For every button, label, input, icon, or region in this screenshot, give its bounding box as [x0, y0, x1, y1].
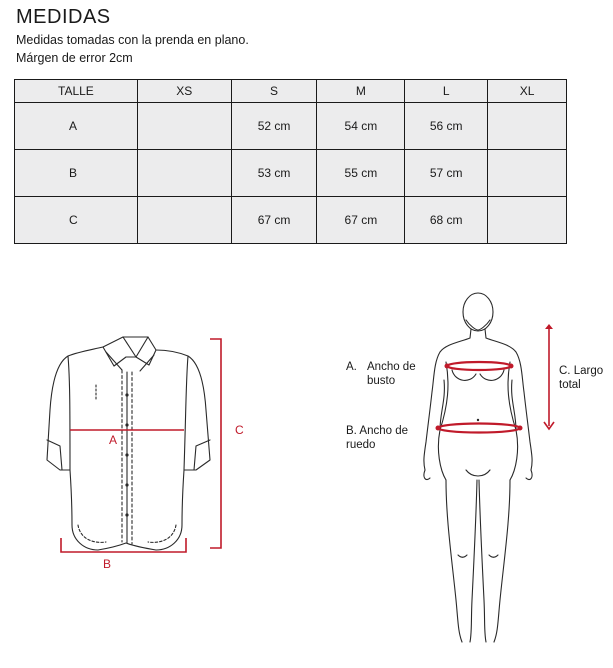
legend-b-line2: ruedo: [346, 439, 376, 451]
hem-measure-ellipse: [438, 424, 520, 433]
subtitle-measure-note: Medidas tomadas con la prenda en plano.: [16, 33, 249, 47]
hem-width-bracket: [61, 538, 186, 552]
cell-m: 67 cm: [317, 197, 405, 244]
legend-b-line1: B. Ancho de: [346, 425, 409, 437]
body-measure-marks: [438, 362, 520, 433]
page-title: MEDIDAS: [16, 6, 111, 28]
cell-m: 55 cm: [317, 150, 405, 197]
col-header-s: S: [231, 80, 317, 103]
row-label: B: [15, 150, 138, 197]
shirt-label-c: C: [235, 423, 244, 437]
legend-a-line2: busto: [367, 375, 396, 387]
row-label: C: [15, 197, 138, 244]
body-illustration: [424, 293, 532, 642]
cell-s: 67 cm: [231, 197, 317, 244]
col-header-xl: XL: [488, 80, 567, 103]
length-arrow: [544, 324, 554, 429]
subtitle-error-margin: Márgen de error 2cm: [16, 51, 133, 65]
legend-c-line1: C. Largo: [559, 365, 604, 377]
legend-a-prefix: A.: [346, 361, 357, 373]
col-header-l: L: [405, 80, 488, 103]
legend-c-line2: total: [559, 379, 581, 391]
col-header-m: M: [317, 80, 405, 103]
legend-a-line1: Ancho de: [367, 361, 416, 373]
cell-l: 68 cm: [405, 197, 488, 244]
length-bracket: [210, 339, 221, 548]
shirt-label-a: A: [109, 433, 118, 447]
col-header-xs: XS: [137, 80, 231, 103]
cell-l: 57 cm: [405, 150, 488, 197]
bust-measure-ellipse: [447, 362, 511, 370]
cell-m: 54 cm: [317, 103, 405, 150]
shirt-illustration: [47, 337, 210, 550]
shirt-label-b: B: [103, 557, 112, 571]
cell-l: 56 cm: [405, 103, 488, 150]
cell-s: 53 cm: [231, 150, 317, 197]
col-header-talle: TALLE: [15, 80, 138, 103]
row-label: A: [15, 103, 138, 150]
cell-s: 52 cm: [231, 103, 317, 150]
